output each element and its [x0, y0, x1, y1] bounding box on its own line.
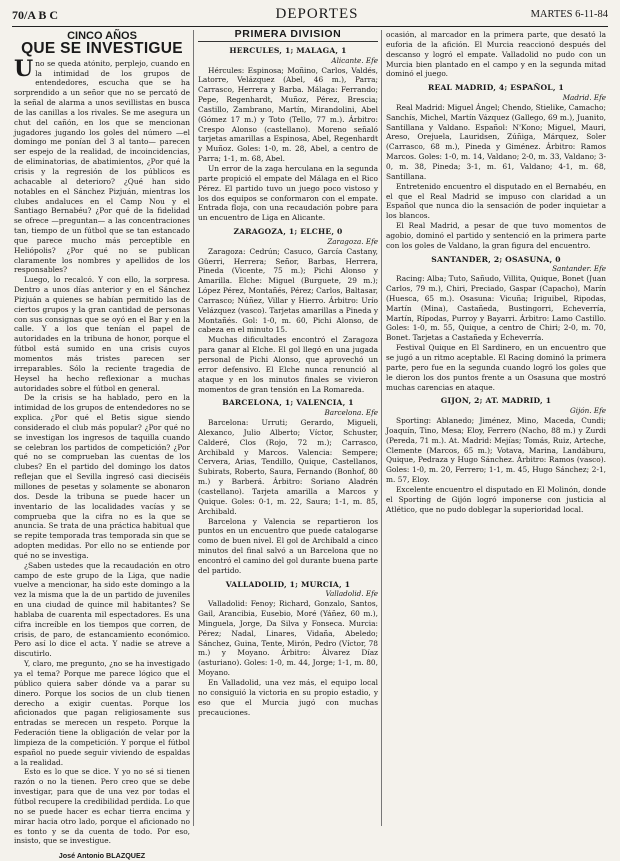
match-venue: Zaragoza. Efe — [327, 236, 378, 246]
match-lineups: Hércules: Espinosa; Moñino, Carlos, Valdés, Latorre, Velázquez (Abel, 46 m.), Parra; Carrasco, Herrera y Barba. Málaga: Ferrando; Pepe, Regenhardt, Muñoz, Pérez, Brescia; Castillo, Zambrano, Martín, Mirandolini, Abel (Gómez 17 m.) y Toto (Tello, 77 m.). Árbitro: Crespo Alonso (castellano). Moreno señaló tarjetas amarillas a Espinosa, Abel, Regenhardt y Muñoz. Goles: 1-0, m. 28, Abel, a centro de Parra; 1-1, m. 68, Abel. — [198, 65, 378, 164]
page-header — [12, 6, 608, 27]
match-lineups: Barcelona: Urruti; Gerardo, Migueli, Alexanco, Julio Alberto; Víctor, Schuster, Calderé, Clos (Rojo, 72 m.); Carrasco, Archibald y Marcos. Valencia: Sempere; Cervera, Arias, Tendillo, Quique, Castellanos, Subirats, Roberto, Saura, Fernando (Bonhof, 80 m.) y Barberá. Árbitro: Soriano Aladrén (castellano). Tarjeta amarilla a Marcos y Quique. Goles: 0-1, m. 22, Saura; 1-1, m. 85, Archibald. — [198, 418, 378, 516]
match-title: VALLADOLID, 1; MURCIA, 1 — [225, 579, 351, 589]
match-report: Festival Quique en El Sardinero, en un encuentro que se jugó a un ritmo aceptable. El Racing dominó la primera parte, pero fue en la segunda cuando logró los goles que le dieron los dos puntos frente a un Osasuna que mostró muchas carencias en ataque. — [386, 343, 606, 392]
match-venue: Barcelona. Efe — [324, 408, 378, 418]
match-lineups: Zaragoza: Cedrún; Casuco, García Castany, Güerri, Herrera; Señor, Barbas, Herrera, Pineda (Vicente, 75 m.); Pichi Alonso y Amarilla. Elche: Miguel (Burguete, 29 m.); López Pérez, Montañés, Pérez; Carlos, Baltasar, Carrasco; Núñez, Villar y Hierro. Árbitro: Urío Velázquez (vasco). Tarjetas amarillas a Pineda y Montañés. Gol: 1-0, m. 60, Pichi Alonso, de cabeza en el minuto 15. — [198, 246, 378, 335]
match-report: Muchas dificultades encontró el Zaragoza para ganar al Elche. El gol llegó en una jugada personal de Pichi Alonso, que aprovechó un error defensivo. El Elche nunca renunció al ataque y en los minutos finales se vivieron momentos de gran tensión en La Romareda. — [198, 335, 378, 394]
match-reports-column-1 — [198, 30, 378, 826]
section-title: DEPORTES — [275, 6, 359, 22]
column-divider — [381, 30, 382, 826]
opinion-column — [14, 30, 190, 861]
match-title: BARCELONA, 1; VALENCIA, 1 — [222, 398, 354, 408]
match-report: En Valladolid, una vez más, el equipo local no consiguió la victoria en su propio estadio, y eso que el Murcia jugó con muchas precauciones. — [198, 678, 378, 717]
column-paragraph: De la crisis se ha hablado, pero en la intimidad de los grupos de entendedores no se explica. ¿Por qué el Betis sigue siendo considerado el club más popular? ¿Por qué no se investigan los ingresos de taquilla cuando se celebran los partidos de competición? ¿Por qué no se comprueban las cuentas de los clubes? En el partido del domingo los datos reflejan que el Sevilla ingresó casi dieciséis millones de pesetas y solamente se abonaron dos. Desde la tribuna se puede hacer un inventario de las localidades vacías y se comprueba que la cifra no es la que se anuncia. Se trata de una práctica habitual que se repite temporada tras temporada sin que se adopten medidas. Por ello no se entiende por qué no se investiga. — [14, 393, 190, 560]
match-lineups: Real Madrid: Miguel Ángel; Chendo, Stielike, Camacho; Sanchís, Michel, Martín Vázquez (Gallego, 69 m.), Juanito, Santillana y Valdano. Español: N'Kono; Miguel, Mauri, Areso, Orejuela, Lauridsen, Zúñiga, Márquez, Soler (Carrasco, 68 m.), Pineda y Giménez. Árbitro: Ramos Marcos. Goles: 1-0, m. 14, Valdano; 2-0, m. 33, Valdano; 3-0, m. 38, Pineda; 3-1, m. 61, Valdano; 4-1, m. 68, Santillana. — [386, 102, 606, 181]
page-number: 70/A B C — [12, 8, 59, 22]
match-title: GIJON, 2; AT. MADRID, 1 — [440, 396, 552, 406]
column-headline: QUE SE INVESTIGUE — [21, 39, 183, 57]
match-report: Entretenido encuentro el disputado en el Bernabéu, en el que el Real Madrid se impuso con claridad a un Español que nunca dio la sensación de poder inquietar a los blancos. — [386, 181, 606, 221]
column-kicker: CINCO AÑOS — [67, 30, 137, 42]
match-venue: Santander. Efe — [552, 264, 606, 274]
column-paragraph: Esto es lo que se dice. Y yo no sé si tienen razón o no la tienen. Pero creo que se debe investigar, para que de una vez por todas el fútbol recupere la credibilidad perdida. Lo que no se puede hacer es echar tierra encima y mirar hacia otro lado, porque el aficionado no es tonto y se da cuenta de todo. Por eso, insisto, que se investigue. — [14, 767, 190, 846]
match-lineups: Racing: Alba; Tuto, Sañudo, Villita, Quique, Bonet (Juan Carlos, 79 m.), Chiri, Preciado, Gaspar (Capacho), Marín (Huesca, 65 m.). Osasuna: Vicuña; Iriguibel, Ripodas, Martín (Mina), Castañeda, Bustingorri, Echeverría, Martín, Rípodas, Purroy y Bayarri. Árbitro: Lamo Castillo. Goles: 1-0, m. 55, Quique, a centro de Chiri; 2-0, m. 70, Bonet. Tarjetas a Castañeda y Echeverría. — [386, 274, 606, 343]
match-report-continued: ocasión, al marcador en la primera parte, que desató la euforia de la afición. El Murcia reaccionó después del descanso y logró el empate. Valladolid no pudo con un Murcia bien plantado en el campo y en la segunda mitad dominó el juego. — [386, 30, 606, 79]
match-report: Un error de la zaga herculana en la segunda parte propició el empate del Málaga en el Rico Pérez. El partido tuvo un juego poco vistoso y los dos equipos se conformaron con el empate. Entrada floja, con una recaudación pobre para un encuentro de Liga en Alicante. — [198, 163, 378, 223]
match-venue: Madrid. Efe — [562, 93, 606, 103]
match-reports-column-2 — [386, 30, 606, 826]
match-title: SANTANDER, 2; OSASUNA, 0 — [431, 254, 561, 264]
match-lineups: Valladolid: Fenoy; Richard, Gonzalo, Santos, Gail, Arancibia, Eusebio, Moré (Yáñez, 60 m.), Minguela, Jorge, Da Silva y Fonseca. Murcia: Pérez; Nadal, Linares, Vidaña, Abeledo; Sánchez, Guina, Tente, Mirón, Pedro (Víctor, 78 m.) y Moyano. Árbitro: Álvarez Díaz (asturiano). Goles: 1-0, m. 44, Jorge; 1-1, m. 80, Moyano. — [198, 599, 378, 678]
match-report: El Real Madrid, a pesar de que tuvo momentos de agobio, dominó el partido y sentenció en la primera parte con los goles de Valdano, la gran figura del encuentro. — [386, 221, 606, 250]
match-venue: Alicante. Efe — [331, 55, 378, 65]
drop-cap: U — [14, 55, 34, 82]
match-venue: Valladolid. Efe — [325, 589, 378, 599]
match-report: Excelente encuentro el disputado en El Molinón, donde el Sporting de Gijón logró imponerse con justicia al Atlético, que no pudo doblegar la superioridad local. — [386, 484, 606, 514]
column-paragraph: no se queda atónito, perplejo, cuando en la intimidad de los grupos de entendedores, escucha que se ha sorprendido a un señor que no se percató de la señal de alarma a unos sevillistas en busca de las canillas a los rivales. Se me asegura un chut del cañón, en los que se mencionan jugadores jugando los goles del número —el domingo me ponían del 3 al tanto— parecen ser espejo de la realidad, de incoincidencias, de eliminatorias, de abatimientos, ¿Por qué la crisis y la regresión de los públicos es achacable al deterioro? ¿Qué han sido notables en el Sánchez Pizjuán, mientras los clubes andaluces en el Camp Nou y el Santiago Bernabéu? ¿Por qué de la fidelidad se ofrece —preguntan— a las concentraciones tan, tiempo de un fútbol que se tan estancado que parece mucho más perceptible en Heliópolis? ¿Por qué no se publican claramente los nombres y apellidos de los responsables? — [14, 58, 190, 275]
column-paragraph: ¿Saben ustedes que la recaudación en otro campo de este grupo de la Liga, que nadie vuelve a mencionar, ha sido este domingo a la vez la misma que la de un partido de juveniles en una ciudad de quince mil habitantes? Se hablaba de cuarenta mil espectadores. Es una cifra increíble en los tiempos que corren, de crisis, de paro, de estancamiento económico. Pero así lo dice el acta. Y nadie se atreve a discutirlo. — [14, 560, 190, 659]
match-title: ZARAGOZA, 1; ELCHE, 0 — [233, 227, 343, 237]
column-divider — [193, 30, 194, 826]
match-title: REAL MADRID, 4; ESPAÑOL, 1 — [427, 83, 565, 93]
match-lineups: Sporting: Ablanedo; Jiménez, Mino, Maceda, Cundi; Joaquín, Tino, Mesa; Eloy, Ferrero (Nacho, 88 m.) y Zurdi (Pereda, 71 m.). At. Madrid: Mejías; Tomás, Ruiz, Arteche, Clemente (Marcos, 65 m.); Votava, Marina, Landáburu, Quique, Pedraza y Hugo Sánchez. Árbitro: Ramos (vasco). Goles: 1-0, m. 20, Ferrero; 1-1, m. 45, Hugo Sánchez; 2-1, m. 57, Eloy. — [386, 416, 606, 485]
column-paragraph: Luego, lo recalcó. Y con ello, la sorpresa. Dentro a unos días anterior y en el Sánchez Pizjuán a quienes se habían permitido las de ciertos grupos y la gran cantidad de personas con sus consignas que se oyó en el Bar y en la calle. Y a los que tenían el papel de autoridades en la tribuna de honor, porque el fútbol está sumido en una crisis cuyos momentos más tristes parecen ser irreparables. Sólo la reciente tragedia de Heysel ha hecho reflexionar a muchas autoridades sobre el fútbol en general. — [14, 275, 190, 393]
match-title: HERCULES, 1; MALAGA, 1 — [229, 45, 347, 55]
match-venue: Gijón. Efe — [570, 406, 606, 416]
author-signature: José Antonio BLAZQUEZ — [58, 851, 146, 861]
match-report: Barcelona y Valencia se repartieron los puntos en un encuentro que puede catalogarse como de buen nivel. El gol de Archibald a cinco minutos del final salvó a un Barcelona que no encontró el camino del gol durante buena parte del partido. — [198, 516, 378, 575]
league-banner: PRIMERA DIVISION — [198, 30, 378, 42]
column-paragraph: Y, claro, me pregunto, ¿no se ha investigado ya el tema? Porque me parece lógico que el público quiera saber dónde va a parar su dinero. Porque los socios de un club tienen derecho a exigir cuentas. Porque los aficionados que pagan religiosamente sus entradas se merecen un respeto. Porque la Federación tiene la obligación de velar por la limpieza de la competición. Y porque el fútbol español no puede seguir viviendo de espaldas a la realidad. — [14, 659, 190, 767]
issue-date: MARTES 6-11-84 — [530, 9, 608, 20]
